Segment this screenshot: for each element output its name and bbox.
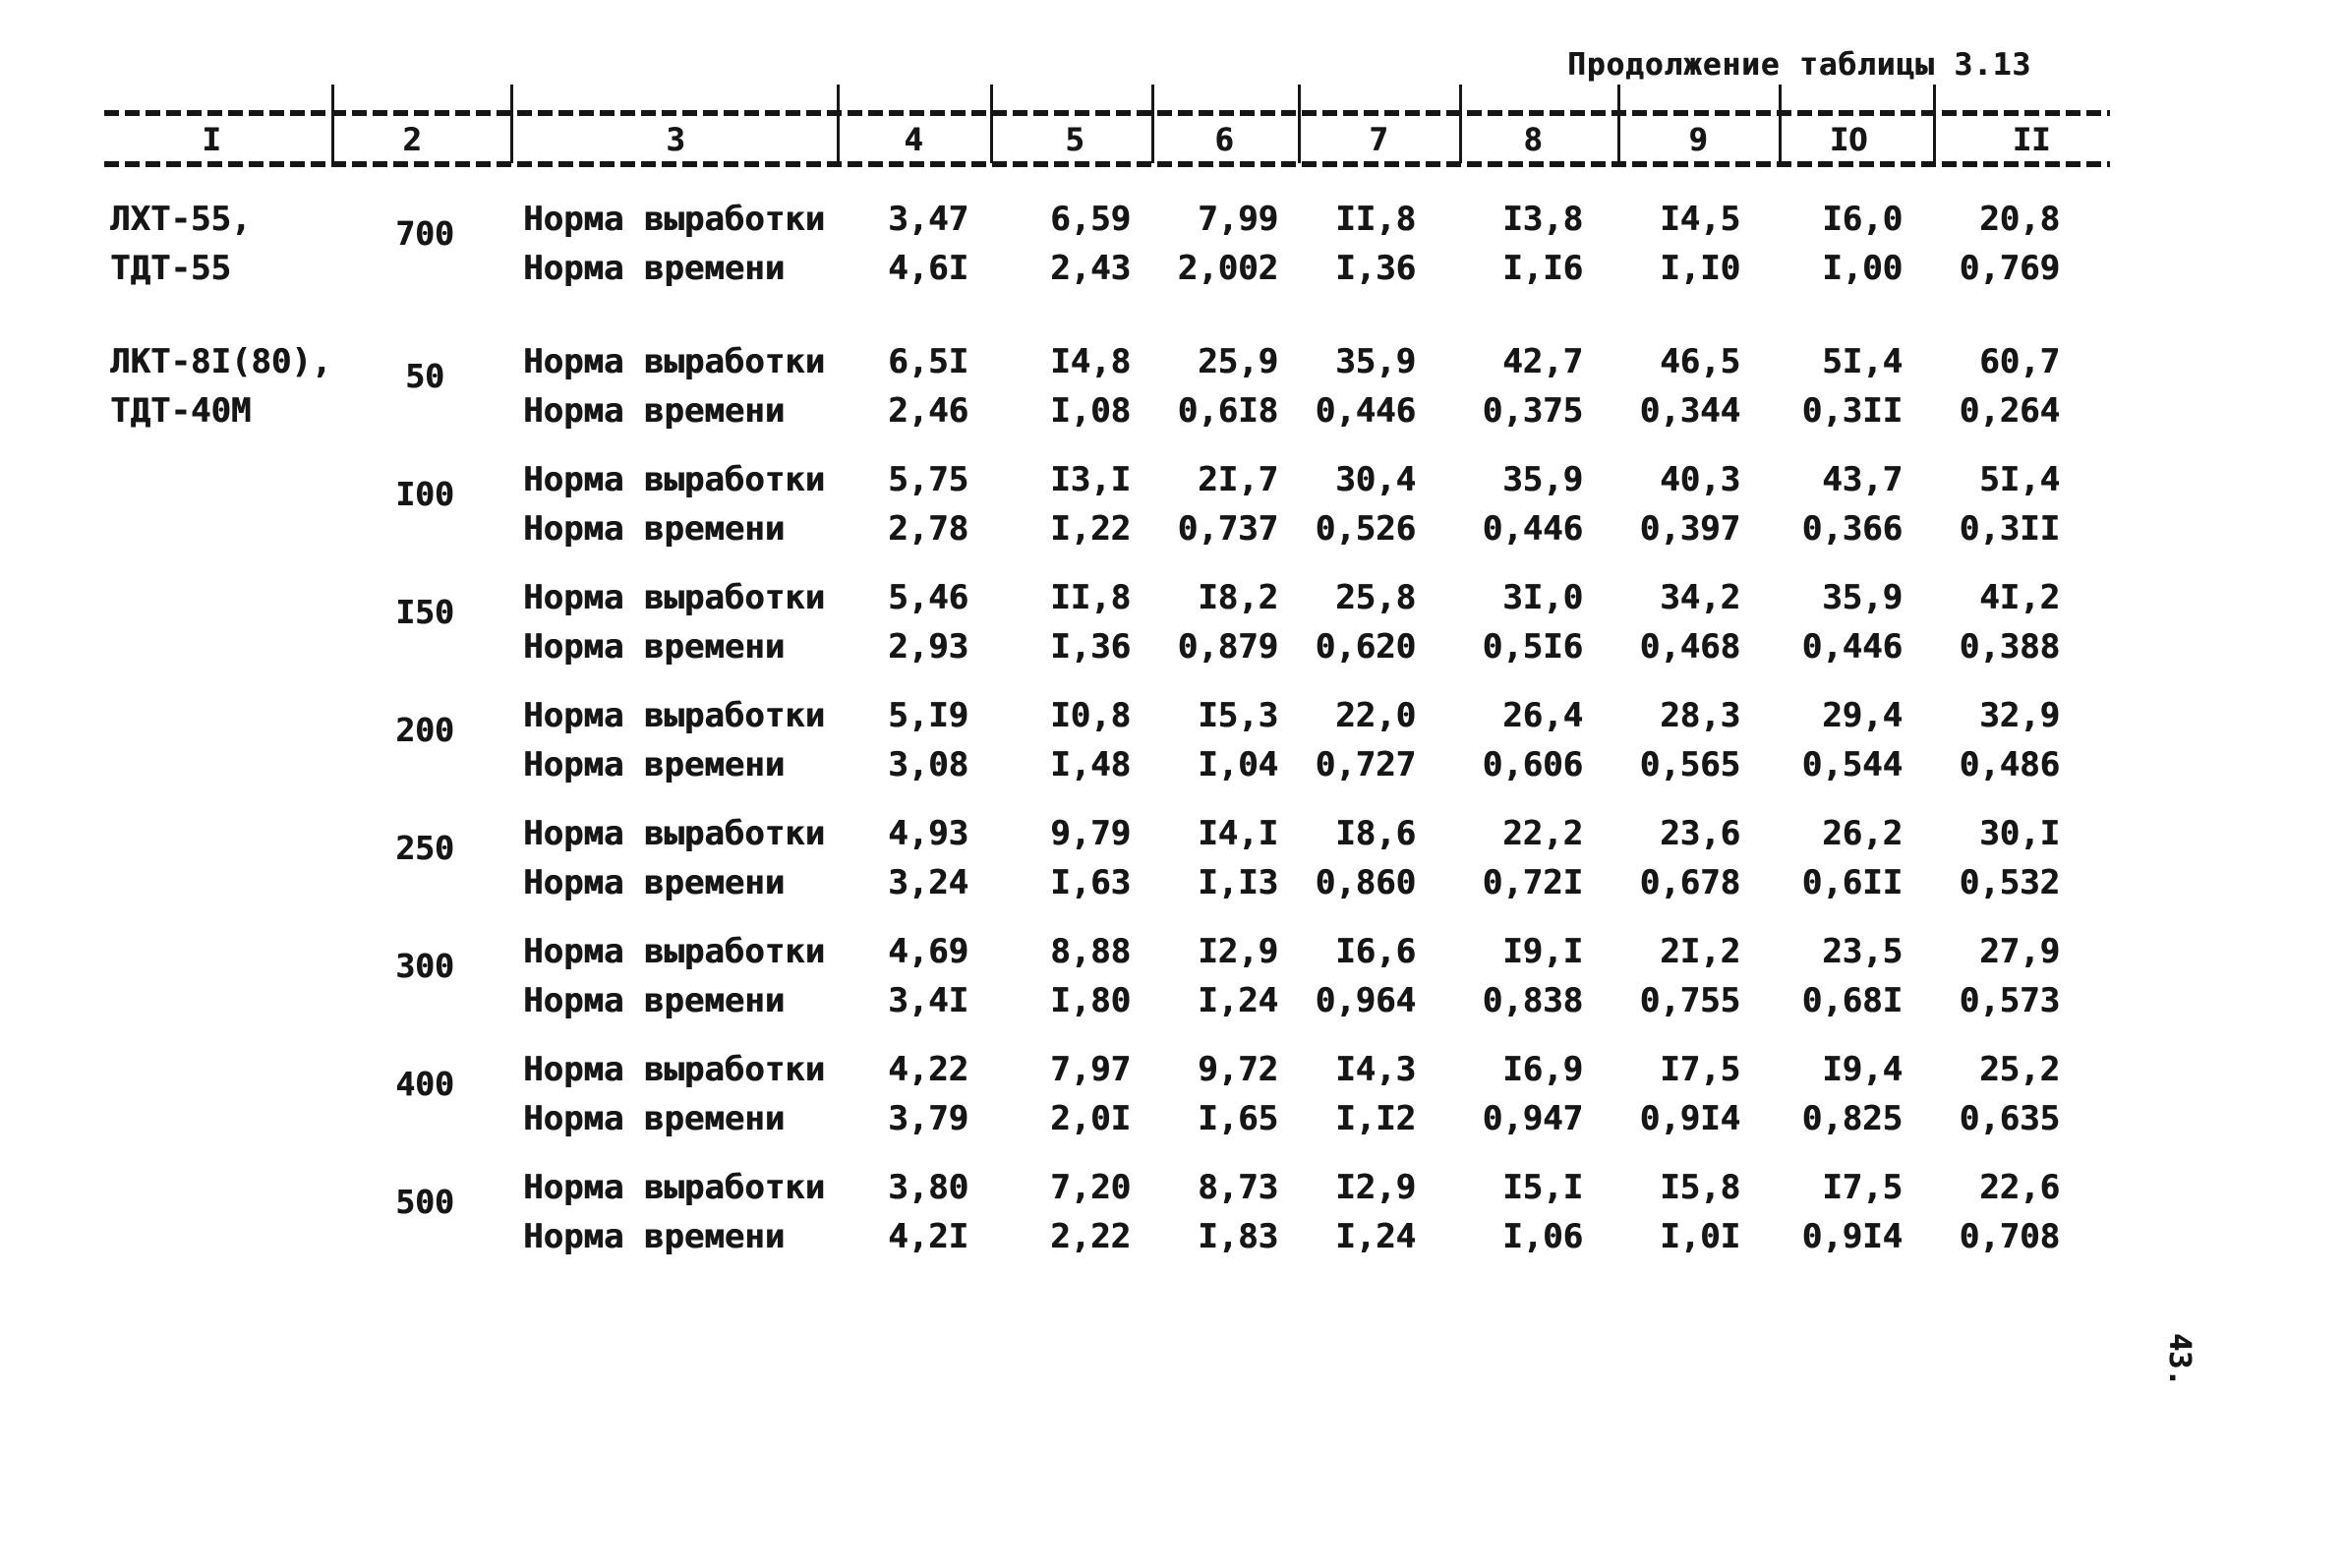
table-row-block: [110, 1163, 2344, 1261]
table-row-block: [110, 337, 2344, 436]
output-norm-value: I8,2: [1198, 578, 1278, 617]
time-norm-label: Норма времени: [523, 391, 786, 431]
table-row-block: [110, 573, 2344, 671]
time-norm-value: I,83: [1198, 1217, 1278, 1256]
output-norm-value: 27,9: [1979, 932, 2060, 971]
column-separator-tick: [1933, 85, 1936, 163]
time-norm-label: Норма времени: [523, 509, 786, 549]
time-norm-value: 3,08: [888, 745, 968, 784]
time-norm-value: 0,468: [1639, 627, 1740, 667]
time-norm-value: 0,3II: [1801, 391, 1903, 431]
output-norm-value: I4,8: [1050, 342, 1131, 381]
output-norm-label: Норма выработки: [523, 932, 826, 971]
time-norm-label: Норма времени: [523, 863, 786, 902]
time-norm-value: I,36: [1050, 627, 1131, 667]
output-norm-value: II,8: [1050, 578, 1131, 617]
load-value: 200: [395, 711, 454, 749]
time-norm-value: 3,24: [888, 863, 968, 902]
output-norm-value: 4,93: [888, 814, 968, 853]
output-norm-label: Норма выработки: [523, 200, 826, 239]
time-norm-label: Норма времени: [523, 1099, 786, 1138]
output-norm-value: I4,3: [1335, 1050, 1416, 1089]
time-norm-label: Норма времени: [523, 745, 786, 784]
column-number: 6: [1214, 121, 1234, 158]
time-norm-value: 0,565: [1639, 745, 1740, 784]
time-norm-value: 0,769: [1959, 249, 2060, 288]
output-norm-value: I6,6: [1335, 932, 1416, 971]
output-norm-label: Норма выработки: [523, 696, 826, 735]
output-norm-value: 4,22: [888, 1050, 968, 1089]
time-norm-label: Норма времени: [523, 1217, 786, 1256]
column-separator-tick: [837, 85, 840, 163]
time-norm-value: 0,446: [1801, 627, 1903, 667]
time-norm-value: 0,544: [1801, 745, 1903, 784]
output-norm-value: 26,2: [1822, 814, 1903, 853]
time-norm-value: 0,573: [1959, 981, 2060, 1020]
column-number: 7: [1369, 121, 1388, 158]
output-norm-value: 7,97: [1050, 1050, 1131, 1089]
output-norm-value: 22,6: [1979, 1168, 2060, 1207]
machine-name: ЛХТ-55,: [110, 200, 252, 239]
time-norm-value: 2,22: [1050, 1217, 1131, 1256]
time-norm-value: 0,964: [1315, 981, 1416, 1020]
column-separator-tick: [1298, 85, 1301, 163]
output-norm-value: 6,59: [1050, 200, 1131, 239]
output-norm-value: I9,I: [1502, 932, 1583, 971]
column-separator-tick: [990, 85, 993, 163]
time-norm-value: 2,0I: [1050, 1099, 1131, 1138]
time-norm-value: I,06: [1502, 1217, 1583, 1256]
output-norm-value: 4I,2: [1979, 578, 2060, 617]
output-norm-value: 25,8: [1335, 578, 1416, 617]
load-value: 700: [395, 214, 454, 253]
time-norm-value: 0,727: [1315, 745, 1416, 784]
time-norm-value: 0,838: [1482, 981, 1583, 1020]
time-norm-label: Норма времени: [523, 249, 786, 288]
output-norm-value: I3,I: [1050, 460, 1131, 499]
time-norm-value: I,80: [1050, 981, 1131, 1020]
time-norm-value: I,48: [1050, 745, 1131, 784]
output-norm-value: 28,3: [1660, 696, 1740, 735]
time-norm-value: 0,486: [1959, 745, 2060, 784]
time-norm-value: 3,4I: [888, 981, 968, 1020]
time-norm-value: I,36: [1335, 249, 1416, 288]
output-norm-value: 8,73: [1198, 1168, 1278, 1207]
output-norm-value: 23,6: [1660, 814, 1740, 853]
time-norm-value: 0,620: [1315, 627, 1416, 667]
table-row-block: [110, 927, 2344, 1025]
column-separator-tick: [1151, 85, 1154, 163]
time-norm-value: 0,825: [1801, 1099, 1903, 1138]
load-value: 400: [395, 1065, 454, 1103]
output-norm-value: 5I,4: [1822, 342, 1903, 381]
machine-name: ТДТ-40М: [110, 391, 252, 431]
output-norm-value: 5,46: [888, 578, 968, 617]
output-norm-value: 3I,0: [1502, 578, 1583, 617]
output-norm-value: 26,4: [1502, 696, 1583, 735]
time-norm-value: 0,526: [1315, 509, 1416, 549]
time-norm-value: 0,72I: [1482, 863, 1583, 902]
time-norm-value: I,08: [1050, 391, 1131, 431]
time-norm-value: 3,79: [888, 1099, 968, 1138]
output-norm-value: 25,9: [1198, 342, 1278, 381]
table-body: [0, 195, 2344, 1281]
time-norm-value: I,I6: [1502, 249, 1583, 288]
output-norm-value: 5,I9: [888, 696, 968, 735]
output-norm-value: 35,9: [1335, 342, 1416, 381]
time-norm-value: 0,397: [1639, 509, 1740, 549]
output-norm-value: I2,9: [1198, 932, 1278, 971]
output-norm-value: 46,5: [1660, 342, 1740, 381]
time-norm-value: 2,46: [888, 391, 968, 431]
table-row-block: [110, 195, 2344, 293]
time-norm-value: I,24: [1198, 981, 1278, 1020]
output-norm-value: I8,6: [1335, 814, 1416, 853]
output-norm-value: 34,2: [1660, 578, 1740, 617]
column-number: 9: [1688, 121, 1708, 158]
table-top-dashed-rule: [104, 110, 2110, 116]
output-norm-value: 25,2: [1979, 1050, 2060, 1089]
time-norm-value: 2,002: [1177, 249, 1278, 288]
time-norm-value: I,65: [1198, 1099, 1278, 1138]
output-norm-value: I9,4: [1822, 1050, 1903, 1089]
column-number: 5: [1065, 121, 1084, 158]
output-norm-value: 35,9: [1502, 460, 1583, 499]
load-value: 50: [405, 357, 444, 395]
time-norm-value: 0,947: [1482, 1099, 1583, 1138]
load-value: 250: [395, 829, 454, 867]
time-norm-value: 0,6II: [1801, 863, 1903, 902]
time-norm-value: 0,9I4: [1639, 1099, 1740, 1138]
output-norm-label: Норма выработки: [523, 342, 826, 381]
output-norm-value: 22,0: [1335, 696, 1416, 735]
time-norm-value: 2,78: [888, 509, 968, 549]
column-number: 8: [1523, 121, 1543, 158]
output-norm-value: 20,8: [1979, 200, 2060, 239]
column-number: I: [202, 121, 221, 158]
output-norm-value: I6,0: [1822, 200, 1903, 239]
column-separator-tick: [510, 85, 513, 163]
time-norm-value: 0,879: [1177, 627, 1278, 667]
output-norm-value: 60,7: [1979, 342, 2060, 381]
output-norm-value: 5I,4: [1979, 460, 2060, 499]
output-norm-value: 9,79: [1050, 814, 1131, 853]
time-norm-value: I,0I: [1660, 1217, 1740, 1256]
time-norm-value: 0,264: [1959, 391, 2060, 431]
output-norm-value: 9,72: [1198, 1050, 1278, 1089]
time-norm-value: 0,532: [1959, 863, 2060, 902]
column-separator-tick: [331, 85, 334, 163]
machine-name: ЛКТ-8I(80),: [110, 342, 332, 381]
time-norm-value: 0,388: [1959, 627, 2060, 667]
column-number: 2: [402, 121, 422, 158]
time-norm-value: 0,737: [1177, 509, 1278, 549]
output-norm-value: I5,I: [1502, 1168, 1583, 1207]
load-value: 500: [395, 1183, 454, 1221]
output-norm-value: 8,88: [1050, 932, 1131, 971]
output-norm-value: 2I,2: [1660, 932, 1740, 971]
output-norm-value: I4,5: [1660, 200, 1740, 239]
time-norm-value: 0,5I6: [1482, 627, 1583, 667]
output-norm-label: Норма выработки: [523, 1050, 826, 1089]
output-norm-value: II,8: [1335, 200, 1416, 239]
load-value: I50: [395, 593, 454, 631]
time-norm-value: 0,606: [1482, 745, 1583, 784]
time-norm-value: 4,2I: [888, 1217, 968, 1256]
time-norm-value: 0,755: [1639, 981, 1740, 1020]
output-norm-value: I4,I: [1198, 814, 1278, 853]
time-norm-value: 0,6I8: [1177, 391, 1278, 431]
time-norm-value: 0,446: [1315, 391, 1416, 431]
column-separator-tick: [1459, 85, 1462, 163]
table-row-block: [110, 455, 2344, 553]
output-norm-value: 3,80: [888, 1168, 968, 1207]
output-norm-value: I7,5: [1822, 1168, 1903, 1207]
output-norm-value: 7,20: [1050, 1168, 1131, 1207]
output-norm-value: 40,3: [1660, 460, 1740, 499]
output-norm-value: 4,69: [888, 932, 968, 971]
output-norm-value: I5,3: [1198, 696, 1278, 735]
time-norm-value: I,04: [1198, 745, 1278, 784]
column-separator-tick: [1617, 85, 1620, 163]
time-norm-value: 0,375: [1482, 391, 1583, 431]
output-norm-value: 2I,7: [1198, 460, 1278, 499]
time-norm-value: I,63: [1050, 863, 1131, 902]
table-continuation-title: Продолжение таблицы 3.13: [1567, 47, 2031, 83]
time-norm-value: 0,678: [1639, 863, 1740, 902]
load-value: 300: [395, 947, 454, 985]
output-norm-value: 43,7: [1822, 460, 1903, 499]
output-norm-value: 23,5: [1822, 932, 1903, 971]
table-row-block: [110, 1045, 2344, 1143]
output-norm-value: 5,75: [888, 460, 968, 499]
time-norm-label: Норма времени: [523, 981, 786, 1020]
page-number: 43.: [2162, 1333, 2197, 1387]
output-norm-value: 29,4: [1822, 696, 1903, 735]
output-norm-value: 42,7: [1502, 342, 1583, 381]
time-norm-value: 0,344: [1639, 391, 1740, 431]
output-norm-value: I7,5: [1660, 1050, 1740, 1089]
column-number: II: [2012, 121, 2051, 158]
output-norm-label: Норма выработки: [523, 814, 826, 853]
output-norm-value: I0,8: [1050, 696, 1131, 735]
output-norm-label: Норма выработки: [523, 1168, 826, 1207]
output-norm-value: 32,9: [1979, 696, 2060, 735]
output-norm-value: 3,47: [888, 200, 968, 239]
output-norm-value: 30,4: [1335, 460, 1416, 499]
time-norm-value: I,I0: [1660, 249, 1740, 288]
time-norm-value: 0,860: [1315, 863, 1416, 902]
time-norm-value: I,00: [1822, 249, 1903, 288]
column-number: IO: [1829, 121, 1868, 158]
output-norm-value: 35,9: [1822, 578, 1903, 617]
load-value: I00: [395, 475, 454, 513]
column-number: 4: [904, 121, 923, 158]
output-norm-value: I6,9: [1502, 1050, 1583, 1089]
time-norm-value: 0,68I: [1801, 981, 1903, 1020]
column-number: 3: [666, 121, 685, 158]
time-norm-value: I,22: [1050, 509, 1131, 549]
time-norm-value: I,I3: [1198, 863, 1278, 902]
time-norm-value: 0,446: [1482, 509, 1583, 549]
time-norm-value: 0,3II: [1959, 509, 2060, 549]
output-norm-value: 6,5I: [888, 342, 968, 381]
output-norm-label: Норма выработки: [523, 578, 826, 617]
table-row-block: [110, 691, 2344, 789]
time-norm-value: 2,93: [888, 627, 968, 667]
time-norm-value: 0,708: [1959, 1217, 2060, 1256]
time-norm-value: 0,635: [1959, 1099, 2060, 1138]
time-norm-label: Норма времени: [523, 627, 786, 667]
time-norm-value: 2,43: [1050, 249, 1131, 288]
time-norm-value: I,24: [1335, 1217, 1416, 1256]
output-norm-value: 30,I: [1979, 814, 2060, 853]
output-norm-value: I5,8: [1660, 1168, 1740, 1207]
output-norm-value: I3,8: [1502, 200, 1583, 239]
time-norm-value: 0,366: [1801, 509, 1903, 549]
time-norm-value: I,I2: [1335, 1099, 1416, 1138]
column-separator-tick: [1779, 85, 1782, 163]
output-norm-value: 7,99: [1198, 200, 1278, 239]
table-row-block: [110, 809, 2344, 907]
time-norm-value: 0,9I4: [1801, 1217, 1903, 1256]
output-norm-label: Норма выработки: [523, 460, 826, 499]
header-bottom-dashed-rule: [104, 161, 2110, 167]
time-norm-value: 4,6I: [888, 249, 968, 288]
machine-name: ТДТ-55: [110, 249, 231, 288]
output-norm-value: 22,2: [1502, 814, 1583, 853]
output-norm-value: I2,9: [1335, 1168, 1416, 1207]
